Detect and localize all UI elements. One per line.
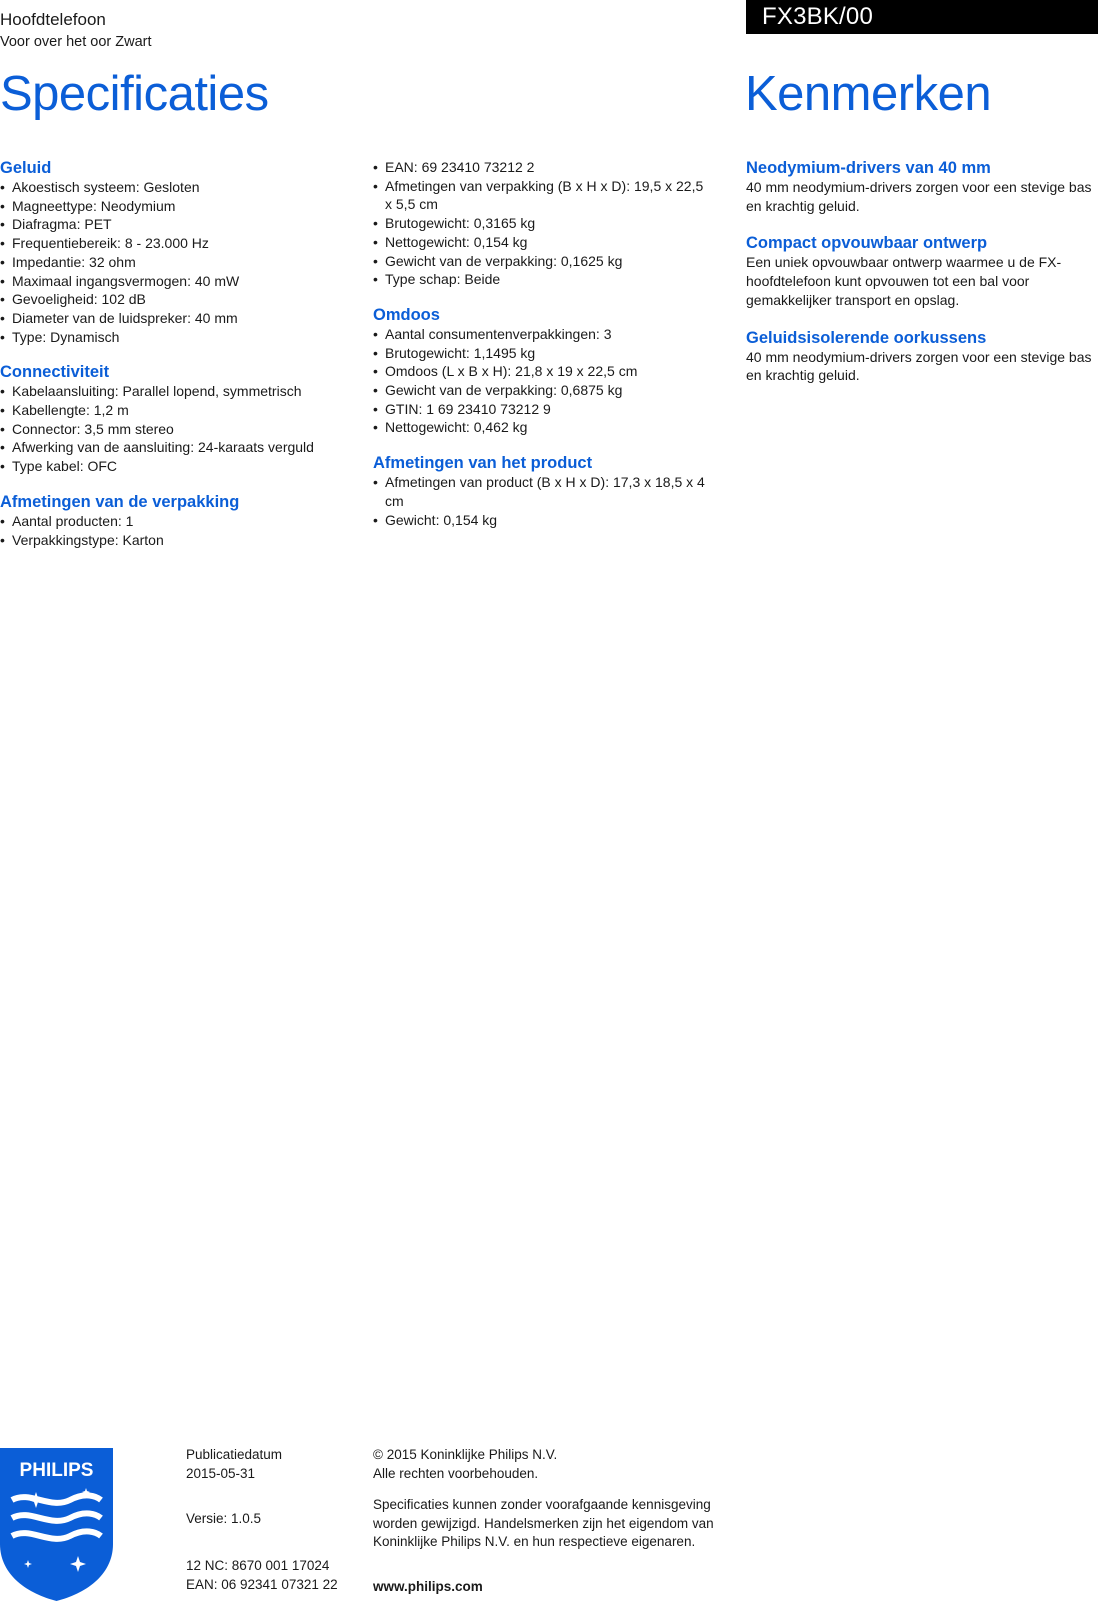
publication-date: 2015-05-31 (186, 1465, 256, 1481)
spec-list (0, 382, 360, 476)
feature-block (746, 328, 1098, 385)
publication-info (186, 1446, 282, 1483)
philips-logo-text: PHILIPS (19, 1460, 94, 1481)
product-type: Hoofdtelefoon (0, 10, 106, 29)
ean-code: EAN: 06 92341 07321 22 (186, 1576, 338, 1592)
spec-item: • Maximaal ingangsvermogen: 40 mW (0, 272, 360, 291)
spec-section (373, 453, 713, 529)
spec-item: • EAN: 69 23410 73212 2 (373, 158, 713, 177)
spec-section (373, 305, 713, 437)
feature-heading: Compact opvouwbaar ontwerp (746, 234, 988, 253)
product-subtitle: Voor over het oor Zwart (0, 34, 152, 50)
spec-item: • Akoestisch systeem: Gesloten (0, 178, 360, 197)
spec-item: • Impedantie: 32 ohm (0, 253, 360, 272)
spec-item: • Aantal consumentenverpakkingen: 3 (373, 325, 713, 344)
spec-item: • Type schap: Beide (373, 270, 713, 289)
spec-item: • Afmetingen van product (B x H x D): 17,3 x 18,5 x 4 cm (373, 473, 713, 510)
spec-item: • Gewicht van de verpakking: 0,1625 kg (373, 252, 713, 271)
spec-item: • Verpakkingstype: Karton (0, 531, 360, 550)
disclaimer: Specificaties kunnen zonder voorafgaande kennisgeving worden gewijzigd. Handelsmerken zijn het eigendom van Koninklijke Philips N.V. en hun respectieve eigenaren. (373, 1497, 714, 1550)
spec-section-heading: Geluid (0, 159, 52, 177)
spec-section (0, 362, 360, 476)
publication-label: Publicatiedatum (186, 1447, 283, 1462)
spec-item: • Type: Dynamisch (0, 328, 360, 347)
spec-list (373, 325, 713, 437)
spec-item: • Aantal producten: 1 (0, 512, 360, 531)
philips-logo (0, 1448, 113, 1601)
copyright-block (373, 1446, 557, 1483)
model-number: FX3BK/00 (762, 3, 873, 30)
spec-item: • Gewicht van de verpakking: 0,6875 kg (373, 381, 713, 400)
feature-description: Een uniek opvouwbaar ontwerp waarmee u de FX-hoofdtelefoon kunt opvouwen tot een bal voor gemakkelijker transport en opslag. (746, 254, 1062, 308)
spec-item: • Frequentiebereik: 8 - 23.000 Hz (0, 234, 360, 253)
spec-item: • GTIN: 1 69 23410 73212 9 (373, 400, 713, 419)
spec-item: • Gevoeligheid: 102 dB (0, 290, 360, 309)
spec-section (0, 492, 360, 549)
spec-item: • Connector: 3,5 mm stereo (0, 420, 360, 439)
spec-item: • Diameter van de luidspreker: 40 mm (0, 309, 360, 328)
spec-item: • Nettogewicht: 0,462 kg (373, 418, 713, 437)
spec-section-heading: Afmetingen van het product (373, 454, 593, 473)
spec-item: • Afwerking van de aansluiting: 24-karaats verguld (0, 438, 360, 457)
spec-item: • Diafragma: PET (0, 215, 360, 234)
spec-item: • Omdoos (L x B x H): 21,8 x 19 x 22,5 cm (373, 362, 713, 381)
feature-block (746, 158, 1098, 215)
spec-list (0, 512, 360, 549)
spec-item: • Type kabel: OFC (0, 457, 360, 476)
product-codes (186, 1557, 338, 1594)
feature-heading: Neodymium-drivers van 40 mm (746, 159, 991, 177)
features-title: Kenmerken (745, 67, 992, 121)
specs-title: Specificaties (0, 67, 269, 121)
nc-code: 12 NC: 8670 001 17024 (186, 1558, 330, 1573)
copyright: © 2015 Koninklijke Philips N.V. (373, 1447, 558, 1462)
feature-description: 40 mm neodymium-drivers zorgen voor een stevige bas en krachtig geluid. (746, 348, 1092, 384)
spec-item: • Brutogewicht: 1,1495 kg (373, 344, 713, 363)
spec-section (373, 158, 713, 289)
spec-section-heading: Afmetingen van de verpakking (0, 492, 240, 511)
spec-section-heading: Connectiviteit (0, 363, 110, 382)
spec-item: • Kabellengte: 1,2 m (0, 401, 360, 420)
spec-item: • Afmetingen van verpakking (B x H x D): 19,5 x 22,5 x 5,5 cm (373, 177, 713, 214)
model-bar (746, 0, 1098, 34)
website-link[interactable]: www.philips.com (373, 1579, 483, 1594)
feature-heading: Geluidsisolerende oorkussens (746, 328, 987, 347)
spec-section (0, 158, 360, 346)
version: Versie: 1.0.5 (186, 1511, 262, 1526)
spec-item: • Nettogewicht: 0,154 kg (373, 233, 713, 252)
spec-item: • Brutogewicht: 0,3165 kg (373, 214, 713, 233)
spec-list (373, 473, 713, 529)
rights: Alle rechten voorbehouden. (373, 1465, 539, 1481)
specs-column-2 (373, 158, 713, 545)
spec-list (0, 178, 360, 346)
specs-column-1 (0, 158, 360, 565)
feature-block (746, 233, 1098, 309)
spec-item: • Magneettype: Neodymium (0, 197, 360, 216)
spec-list (373, 158, 713, 289)
spec-section-heading: Omdoos (373, 305, 440, 324)
feature-description: 40 mm neodymium-drivers zorgen voor een stevige bas en krachtig geluid. (746, 179, 1092, 214)
spec-item: • Kabelaansluiting: Parallel lopend, symmetrisch (0, 382, 360, 401)
spec-item: • Gewicht: 0,154 kg (373, 511, 713, 530)
features-column (746, 158, 1098, 403)
